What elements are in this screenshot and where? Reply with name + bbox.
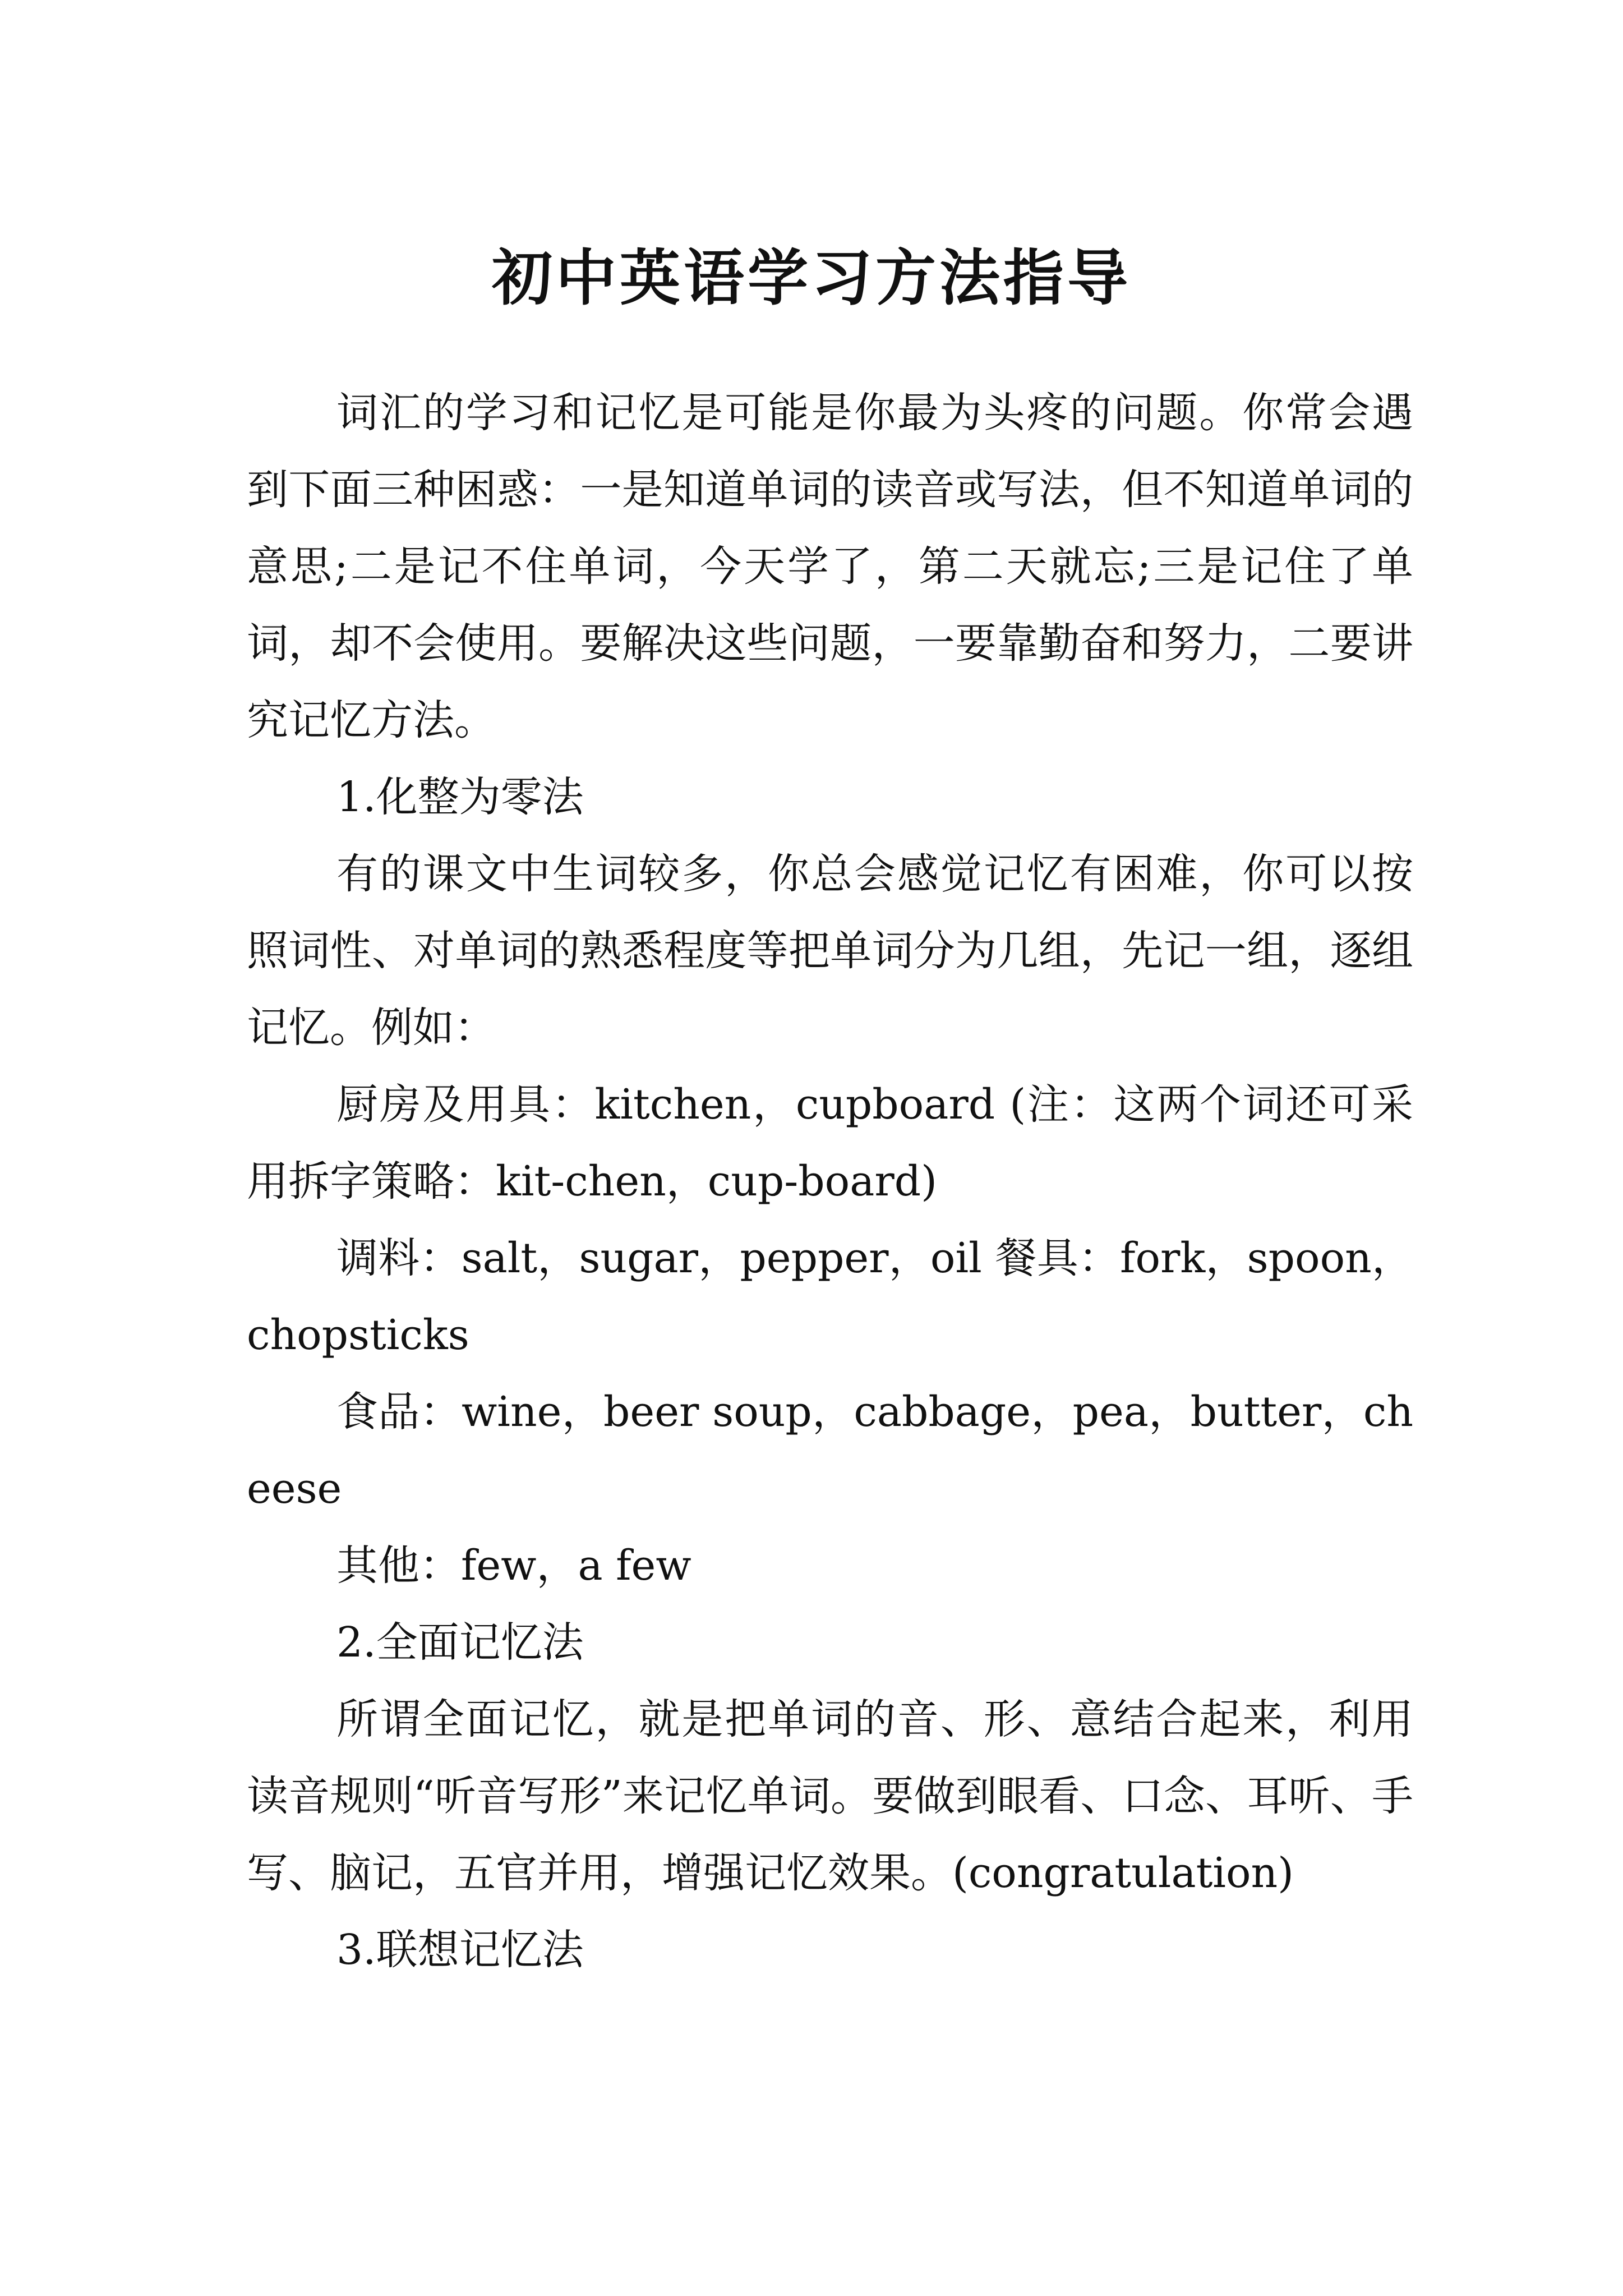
heading-method-2: 2.全面记忆法	[336, 1618, 584, 1667]
paragraph-method-1: 有的课文中生词较多，你总会感觉记忆有困难，你可以按照词性、对单词的熟悉程度等把单词分为几组，先记一组，逐组记忆。例如：	[247, 850, 1413, 1052]
document-body	[247, 375, 1413, 1989]
example-kitchen: 厨房及用具：kitchen，cupboard (注：这两个词还可采用拆字策略：kit-chen，cup-board)	[247, 1080, 1413, 1205]
heading-method-3: 3.联想记忆法	[336, 1926, 584, 1974]
paragraph-intro: 词汇的学习和记忆是可能是你最为头疼的问题。你常会遇到下面三种困惑：一是知道单词的读音或写法，但不知道单词的意思;二是记不住单词，今天学了，第二天就忘;三是记住了单词，却不会使用。要解决这些问题，一要靠勤奋和努力，二要讲究记忆方法。	[247, 389, 1413, 744]
document-title: 初中英语学习方法指导	[491, 243, 1131, 314]
example-food: 食品：wine，beer soup，cabbage，pea，butter，cheese	[247, 1388, 1413, 1513]
paragraph-method-2: 所谓全面记忆，就是把单词的音、形、意结合起来，利用读音规则“听音写形”来记忆单词。要做到眼看、口念、耳听、手写、脑记，五官并用，增强记忆效果。(congratulation)	[247, 1695, 1413, 1897]
heading-method-1: 1.化整为零法	[336, 773, 584, 821]
example-other: 其他：few，a few	[336, 1542, 691, 1590]
example-seasoning: 调料：salt，sugar，pepper，oil 餐具：fork，spoon，chopsticks	[247, 1234, 1413, 1359]
